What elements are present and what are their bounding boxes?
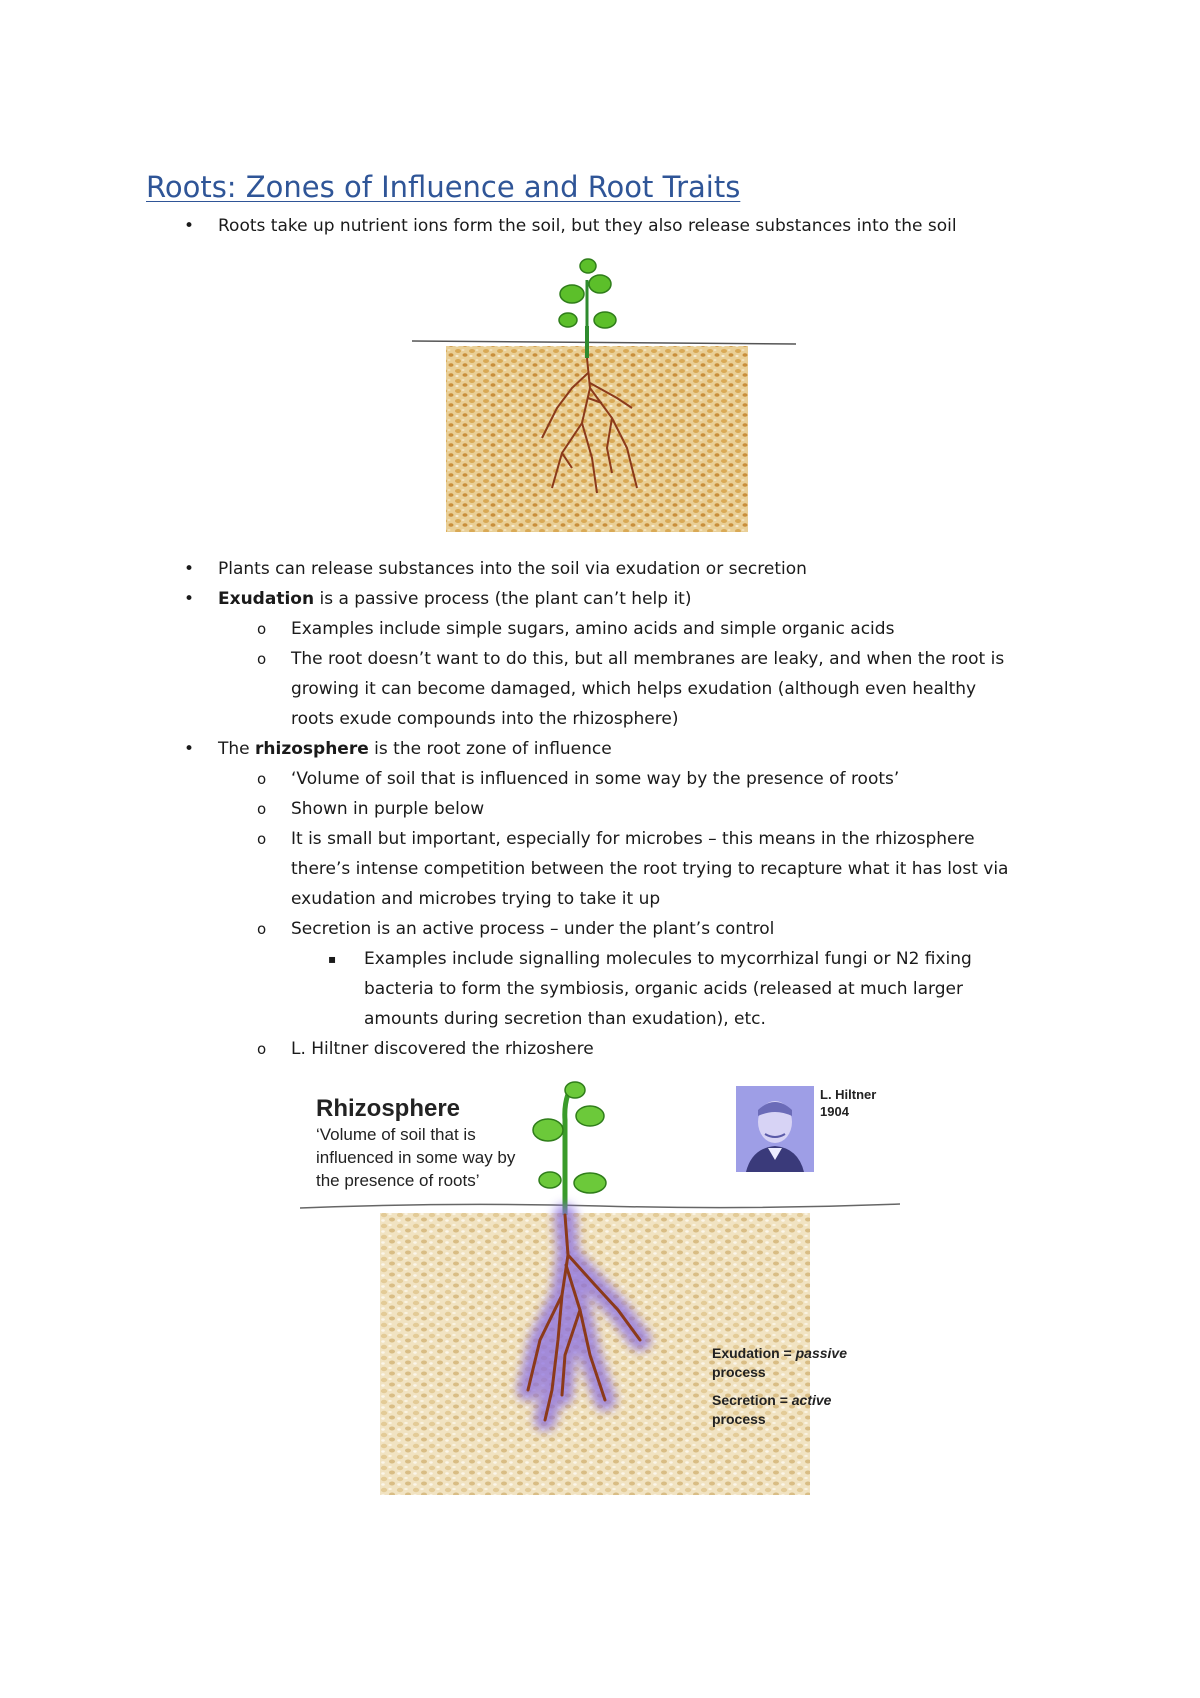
exudation-label-line2: process	[712, 1364, 766, 1380]
sub-bullet-text: ‘Volume of soil that is influenced in some way by the presence of roots’	[291, 769, 900, 789]
sub-sub-bullet-text: Examples include signalling molecules to mycorrhizal fungi or N2 fixing	[364, 949, 972, 969]
sub-bullet-text: exudation and microbes trying to take it up	[291, 889, 661, 909]
bold-term: Exudation	[218, 589, 315, 609]
plant-soil-figure	[412, 258, 800, 534]
bullet-text	[218, 734, 612, 764]
secretion-label: Secretion = active	[712, 1392, 832, 1408]
portrait-name: L. Hiltner	[820, 1087, 877, 1102]
rhizosphere-figure-title: Rhizosphere	[316, 1095, 461, 1122]
bold-term: rhizosphere	[255, 739, 369, 759]
bullet-text: Plants can release substances into the soil via exudation or secretion	[218, 559, 807, 579]
secretion-label-line2: process	[712, 1411, 766, 1427]
sub-bullet-marker: o	[257, 830, 267, 848]
sub-sub-bullet-marker: ▪	[328, 952, 337, 966]
soil-block	[446, 346, 748, 532]
sub-sub-bullet-text: amounts during secretion than exudation), etc.	[364, 1009, 766, 1029]
bullet-text	[218, 584, 691, 614]
rhizosphere-quote-line: influenced in some way by	[316, 1148, 516, 1167]
sub-bullet-marker: o	[257, 620, 267, 638]
sub-bullet-text: The root doesn’t want to do this, but all membranes are leaky, and when the root is	[291, 649, 1005, 669]
sub-bullet-text: roots exude compounds into the rhizosphere)	[291, 709, 679, 729]
sub-bullet-text: L. Hiltner discovered the rhizoshere	[291, 1039, 594, 1059]
bullet-marker: •	[184, 559, 195, 579]
sub-bullet-text: Examples include simple sugars, amino acids and simple organic acids	[291, 619, 895, 639]
sub-bullet-marker: o	[257, 920, 267, 938]
bullet-text-pre: The	[218, 739, 256, 759]
sub-bullet-text: It is small but important, especially for microbes – this means in the rhizosphere	[291, 829, 975, 849]
bullet-marker: •	[184, 739, 195, 759]
sub-bullet-marker: o	[257, 770, 267, 788]
sub-bullet-text: growing it can become damaged, which helps exudation (although even healthy	[291, 679, 977, 699]
bullet-marker: •	[184, 216, 195, 236]
bullet-text: Roots take up nutrient ions form the soil, but they also release substances into the soil	[218, 216, 957, 236]
sub-bullet-text: Secretion is an active process – under the plant’s control	[291, 919, 775, 939]
sub-bullet-marker: o	[257, 1040, 267, 1058]
hiltner-portrait	[736, 1086, 814, 1172]
exudation-label: Exudation = passive	[712, 1345, 847, 1361]
sub-bullet-marker: o	[257, 650, 267, 668]
bullet-text-rest: is a passive process (the plant can’t help it)	[314, 589, 692, 609]
rhizosphere-quote-line: the presence of roots’	[316, 1171, 480, 1190]
sub-sub-bullet-text: bacteria to form the symbiosis, organic acids (released at much larger	[364, 979, 963, 999]
plant-shoot	[533, 1082, 606, 1215]
sub-bullet-text: Shown in purple below	[291, 799, 485, 819]
portrait-year: 1904	[820, 1104, 849, 1119]
sub-bullet-marker: o	[257, 800, 267, 818]
bullet-marker: •	[184, 589, 195, 609]
rhizosphere-figure	[300, 1080, 900, 1500]
bullet-text-rest: is the root zone of influence	[368, 739, 612, 759]
rhizosphere-quote-line: ‘Volume of soil that is	[316, 1125, 476, 1144]
page-title: Roots: Zones of Influence and Root Traits	[146, 170, 741, 204]
sub-bullet-text: there’s intense competition between the root trying to recapture what it has lost via	[291, 859, 1009, 879]
